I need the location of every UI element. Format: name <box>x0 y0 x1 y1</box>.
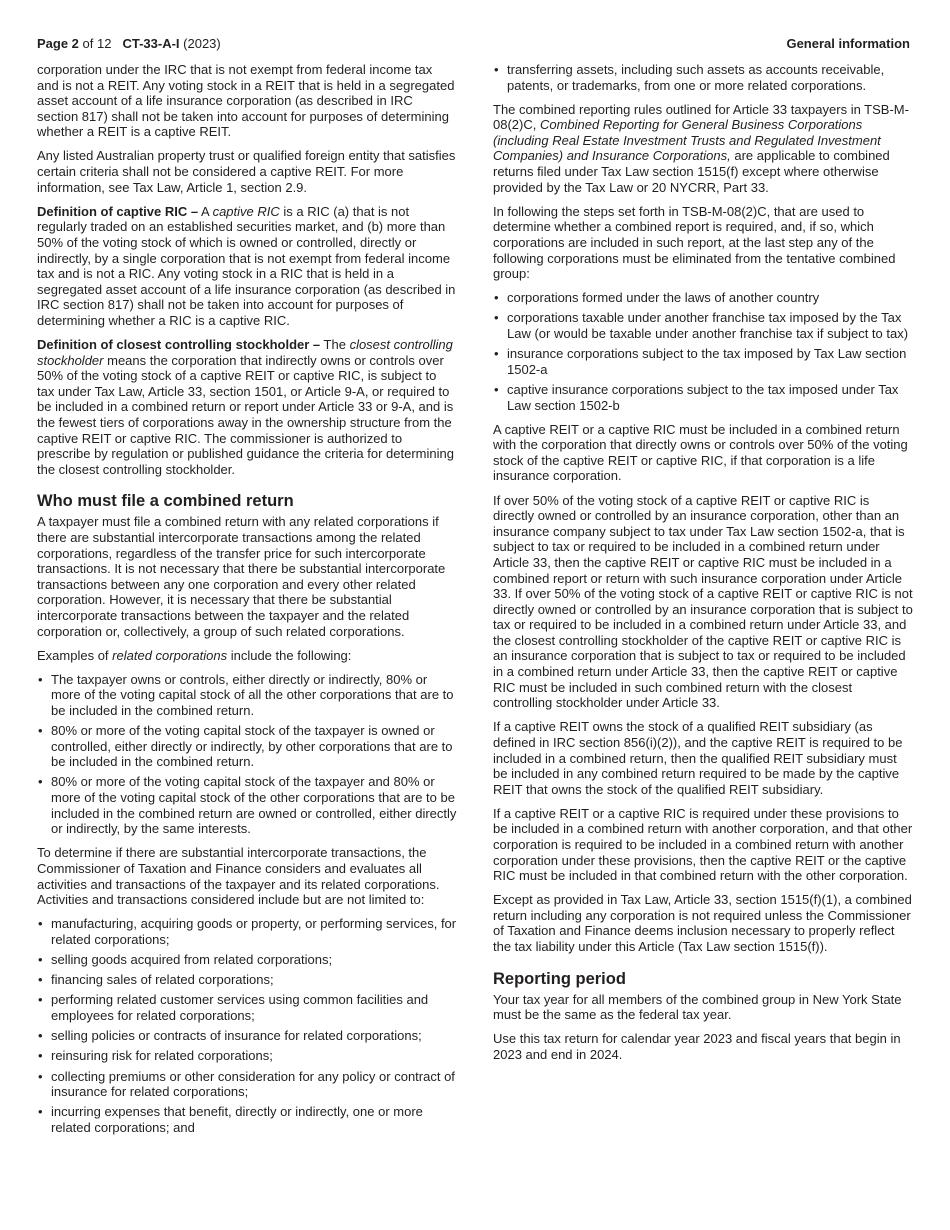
paragraph-steps: In following the steps set forth in TSB-M-08(2)C, that are used to determine whether a combined report is required, and, if so, which corporations are included in such report, at the last step any of the following corporations must be eliminated from the tentative combined group: <box>493 203 896 282</box>
list-item: • financing sales of related corporations; <box>37 972 457 988</box>
definition-closest-controlling-stockholder <box>37 337 457 477</box>
related-corporations-list <box>37 672 457 837</box>
heading-who-must-file: Who must file a combined return <box>37 492 294 511</box>
list-item: • insurance corporations subject to the tax imposed by Tax Law section 1502-a <box>493 346 913 377</box>
paragraph-qualified-reit-subsidiary: If a captive REIT owns the stock of a qualified REIT subsidiary (as defined in IRC section 856(i)(2)), and the captive REIT is required to be included in a combined return, then the qualified REIT subsidiary must be included in any combined return required to be made by the captive REIT that owns the stock of the qualified REIT subsidiary. <box>493 719 903 797</box>
paragraph-provisions: If a captive REIT or a captive RIC is required under these provisions to be included in a combined return with another corporation, and that other corporation is required to be included in a combined return with another corporation under these provisions, then the captive REIT or the captive RIC must be included in that combined return with the other corporation. <box>493 805 913 884</box>
paragraph-life-insurance: A captive REIT or a captive RIC must be included in a combined return with the corporation that directly owns or controls over 50% of the voting stock of the captive REIT or captive RIC, if that corporation is a life insurance corporation. <box>493 421 908 484</box>
list-item: • selling policies or contracts of insurance for related corporations; <box>37 1028 457 1044</box>
form-id: CT-33-A-I <box>122 36 180 51</box>
paragraph-over-50-percent: If over 50% of the voting stock of a captive REIT or captive RIC is directly owned or controlled by an insurance corporation, other than an insurance company subject to tax under Tax Law section 1502-a, that is subject to tax or required to be included in a combined return under Article 33, then the captive REIT or captive RIC must be included in a combined report or return with such insurance corporation under Article 33. If over 50% of the voting stock of a captive REIT or captive RIC is not directly owned or controlled by an insurance corporation that is subject to tax or required to be included in a combined return under Article 33, and the closest controlling stockholder of the captive REIT or captive RIC is an insurance corporation that is subject to tax or required to be included in a combined return under Article 33, then the captive REIT or captive RIC must be included in such combined return with the closest controlling stockholder under Article 33. <box>493 492 913 711</box>
list-item: • captive insurance corporations subject to the tax imposed under Tax Law section 1502-b <box>493 382 913 413</box>
definition-heading: Definition of captive RIC – <box>37 203 199 219</box>
page-number: Page 2 <box>37 36 79 51</box>
list-item: • manufacturing, acquiring goods or property, or performing services, for related corporations; <box>37 916 457 947</box>
list-item: • collecting premiums or other consideration for any policy or contract of insurance for related corporations; <box>37 1069 457 1100</box>
definition-term: closest controlling stockholder <box>37 337 453 368</box>
rules-post: are applicable to combined returns filed under Tax Law section 1515(f) except where otherwise provided by the Tax Law or 20 NYCRR, Part 33. <box>493 148 890 195</box>
paragraph-except: Except as provided in Tax Law, Article 33, section 1515(f)(1), a combined return including any corporation is not required unless the Commissioner of Taxation and Finance deems inclusion necessary to properly reflect the tax liability under this Article (Tax Law section 1515(f)). <box>493 892 912 955</box>
paragraph-reporting-calendar-year: Use this tax return for calendar year 2023 and fiscal years that begin in 2023 and end in 2024. <box>493 1031 901 1062</box>
examples-pre: Examples of <box>37 647 109 663</box>
eliminated-corporations-list <box>493 290 913 413</box>
activities-list <box>37 916 457 1135</box>
page-info <box>37 35 221 53</box>
definition-heading: Definition of closest controlling stockholder – <box>37 337 321 352</box>
list-item: • transferring assets, including such assets as accounts receivable, patents, or trademarks, from one or more related corporations. <box>493 62 913 93</box>
section-title: General information <box>786 36 910 51</box>
definition-captive-ric <box>37 204 457 329</box>
list-item: • incurring expenses that benefit, directly or indirectly, one or more related corporations; and <box>37 1104 457 1135</box>
paragraph-combined-reporting-rules <box>493 102 913 196</box>
paragraph-reporting-tax-year: Your tax year for all members of the combined group in New York State must be the same as the federal tax year. <box>493 991 902 1023</box>
right-column <box>493 62 913 1071</box>
definition-text: is a RIC (a) that is not regularly traded on an established securities market, and (b) more than 50% of the voting stock of which is owned or controlled, directly or indirectly, by a single corporation that is not exempt from federal income tax and is not a RIC. Any voting stock in a RIC that is held in a segregated asset account of a life insurance corporation (as described in IRC section 817) shall not be taken into account for purposes of determining whether a RIC is a captive RIC. <box>37 203 456 328</box>
paragraph-determine: To determine if there are substantial intercorporate transactions, the Commissioner of Taxation and Finance considers and evaluates all activities and transactions of the taxpayer and its related corporations. Activities and transactions considered include but are not limited to: <box>37 845 440 908</box>
list-item: • 80% or more of the voting capital stock of the taxpayer is owned or controlled, either directly or indirectly, by other corporations that are to be included in the combined return. <box>37 723 457 770</box>
list-item: • reinsuring risk for related corporations; <box>37 1048 457 1064</box>
definition-text: means the corporation that indirectly owns or controls over 50% of the voting stock of a captive REIT or captive RIC, is subject to tax under Tax Law, Article 33, section 1501, or Article 9-A, or required to be included in a combined return or report under Article 33 or 9-A, and is the fewest tiers of corporations away in the ownership structure from the captive REIT or captive RIC. The commissioner is authorized to prescribe by regulation or published guidance the criteria for determining the closest controlling stockholder. <box>37 352 454 477</box>
rules-pre: The combined reporting rules outlined for Article 33 taxpayers in TSB-M-08(2)C, <box>493 101 909 133</box>
examples-post: include the following: <box>230 647 352 663</box>
activities-list-continued <box>493 62 913 93</box>
paragraph-examples-intro <box>37 648 457 664</box>
list-item: • corporations formed under the laws of another country <box>493 290 913 306</box>
list-item: • performing related customer services using common facilities and employees for related corporations; <box>37 992 457 1023</box>
definition-pre: A <box>200 203 209 219</box>
form-year: (2023) <box>183 36 221 51</box>
list-item: • corporations taxable under another franchise tax imposed by the Tax Law (or would be taxable under another franchise tax if subject to tax) <box>493 310 913 341</box>
paragraph-who-must-file: A taxpayer must file a combined return with any related corporations if there are substantial intercorporate transactions among the related corporations, regardless of the transfer price for such intercorporate transactions. It is not necessary that there be substantial intercorporate transactions between any one corporation and every other related corporation. However, it is necessary that there be substantial intercorporate transactions between the taxpayer and the related corporation or, collectively, a group of such related corporations. <box>37 514 446 639</box>
list-item: • selling goods acquired from related corporations; <box>37 952 457 968</box>
list-item: • The taxpayer owns or controls, either directly or indirectly, 80% or more of the voting capital stock of all the other corporations that are to be included in the combined return. <box>37 672 457 719</box>
paragraph-captive-reit-cont: corporation under the IRC that is not exempt from federal income tax and is not a REIT. Any voting stock in a REIT that is held in a segregated asset account of a life insurance corporation (as described in IRC section 817) shall not be taken into account for purposes of determining whether a REIT is a captive REIT. <box>37 62 455 140</box>
paragraph-australian-trust: Any listed Australian property trust or qualified foreign entity that satisfies certain criteria shall not be considered a captive REIT. For more information, see Tax Law, Article 1, section 2.9. <box>37 148 456 195</box>
definition-term: captive RIC <box>212 203 280 219</box>
definition-pre: The <box>323 337 346 352</box>
examples-term: related corporations <box>112 647 228 663</box>
page-header <box>37 35 910 53</box>
publication-title: Combined Reporting for General Business Corporations (including Real Estate Investment Trusts and Regulated Investment Companies) and Insurance Corporations, <box>493 117 881 164</box>
heading-reporting-period: Reporting period <box>493 969 626 988</box>
left-column <box>37 62 457 1144</box>
list-item: • 80% or more of the voting capital stock of the taxpayer and 80% or more of the voting capital stock of the other corporations that are to be included in the combined return are owned or controlled, either directly or indirectly, by the same interests. <box>37 774 457 836</box>
page-total: of 12 <box>82 36 112 51</box>
